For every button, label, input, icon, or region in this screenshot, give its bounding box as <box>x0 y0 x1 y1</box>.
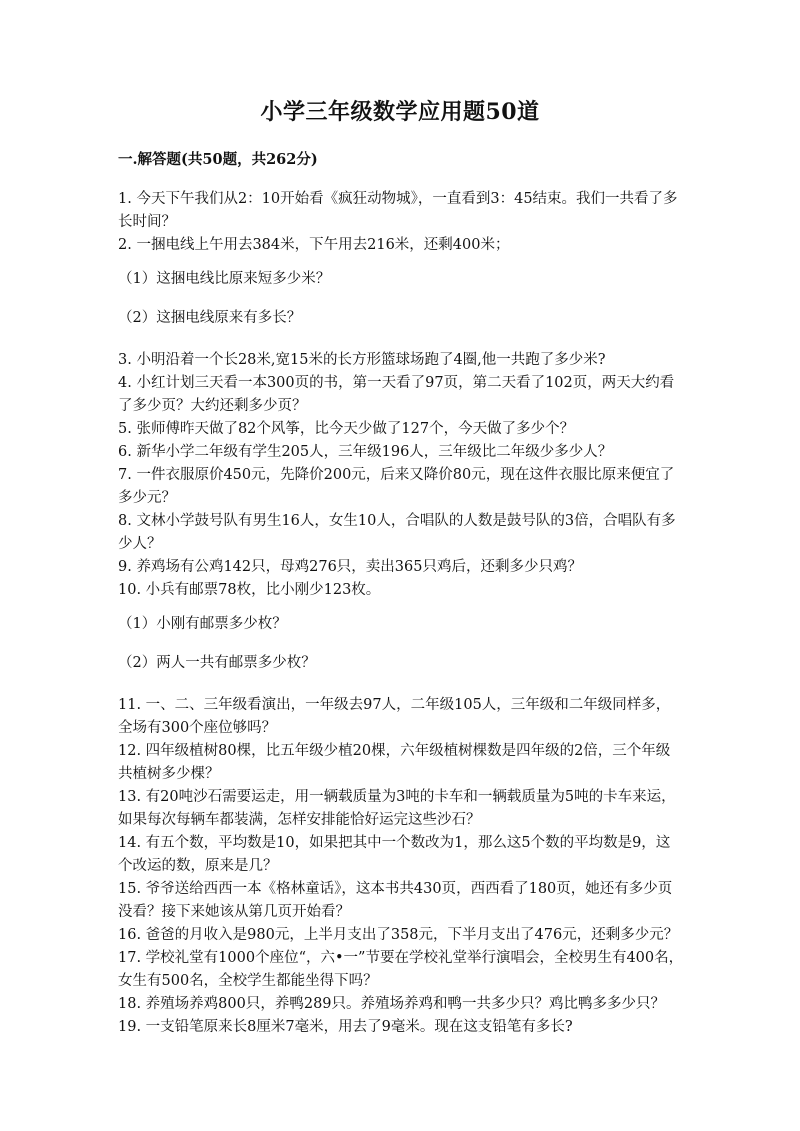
question-2: 2. 一捆电线上午用去384米，下午用去216米，还剩400米； <box>118 237 510 253</box>
question-15: 15. 爷爷送给西西一本《格林童话》，这本书共430页，西西看了180页，她还有多少页没看？接下来她该从第几页开始看？ <box>118 881 673 920</box>
page-title: 小学三年级数学应用题50道 <box>260 99 540 125</box>
question-14: 14. 有五个数，平均数是10，如果把其中一个数改为1，那么这5个数的平均数是9，这个改运的数，原来是几？ <box>118 835 671 874</box>
question-11: 11. 一、二、三年级看演出，一年级去97人，二年级105人，三年级和二年级同样多，全场有300个座位够吗？ <box>118 697 671 736</box>
question-16: 16. 爸爸的月收入是980元，上半月支出了358元，下半月支出了476元，还剩多少元？ <box>118 927 679 943</box>
question-4: 4. 小红计划三天看一本300页的书，第一天看了97页，第二天看了102页，两天大约看了多少页？大约还剩多少页？ <box>118 375 675 414</box>
question-2-sub-1: （1）这捆电线比原来短多少米？ <box>118 271 331 287</box>
question-7: 7. 一件衣服原价450元，先降价200元，后来又降价80元，现在这件衣服比原来便宜了多少元？ <box>118 467 675 506</box>
question-8: 8. 文林小学鼓号队有男生16人，女生10人，合唱队的人数是鼓号队的3倍，合唱队有多少人？ <box>118 513 676 552</box>
question-3: 3. 小明沿着一个长28米,宽15米的长方形篮球场跑了4圈,他一共跑了多少米? <box>118 352 606 368</box>
question-13: 13. 有20吨沙石需要运走，用一辆载质量为3吨的卡车和一辆载质量为5吨的卡车来运，如果每次每辆车都装满，怎样安排能恰好运完这些沙石？ <box>118 789 676 828</box>
question-10-sub-2: （2）两人一共有邮票多少枚？ <box>118 655 316 671</box>
question-17: 17. 学校礼堂有1000个座位“，六•一”节要在学校礼堂举行演唱会，全校男生有400名，女生有500名，全校学生都能坐得下吗？ <box>118 950 684 989</box>
question-12: 12. 四年级植树80棵，比五年级少植20棵，六年级植树棵数是四年级的2倍，三个年级共植树多少棵？ <box>118 743 671 782</box>
question-19: 19. 一支铅笔原来长8厘米7毫米，用去了9毫米。现在这支铅笔有多长? <box>118 1019 573 1035</box>
question-9: 9. 养鸡场有公鸡142只，母鸡276只，卖出365只鸡后，还剩多少只鸡？ <box>118 559 582 575</box>
question-18: 18. 养殖场养鸡800只，养鸭289只。养殖场养鸡和鸭一共多少只？鸡比鸭多多少只？ <box>118 996 666 1012</box>
question-2-sub-2: （2）这捆电线原来有多长？ <box>118 310 302 326</box>
question-list <box>118 188 684 1039</box>
question-10: 10. 小兵有邮票78枚，比小刚少123枚。 <box>118 582 381 598</box>
question-10-sub-1: （1）小刚有邮票多少枚？ <box>118 616 287 632</box>
question-1: 1. 今天下午我们从2：10开始看《疯狂动物城》，一直看到3：45结束。我们一共看了多长时间？ <box>118 191 678 230</box>
question-6: 6. 新华小学二年级有学生205人，三年级196人，三年级比二年级少多少人？ <box>118 444 613 460</box>
question-5: 5. 张师傅昨天做了82个风筝，比今天少做了127个，今天做了多少个？ <box>118 421 575 437</box>
section-heading: 一.解答题(共50题，共262分) <box>118 151 318 168</box>
